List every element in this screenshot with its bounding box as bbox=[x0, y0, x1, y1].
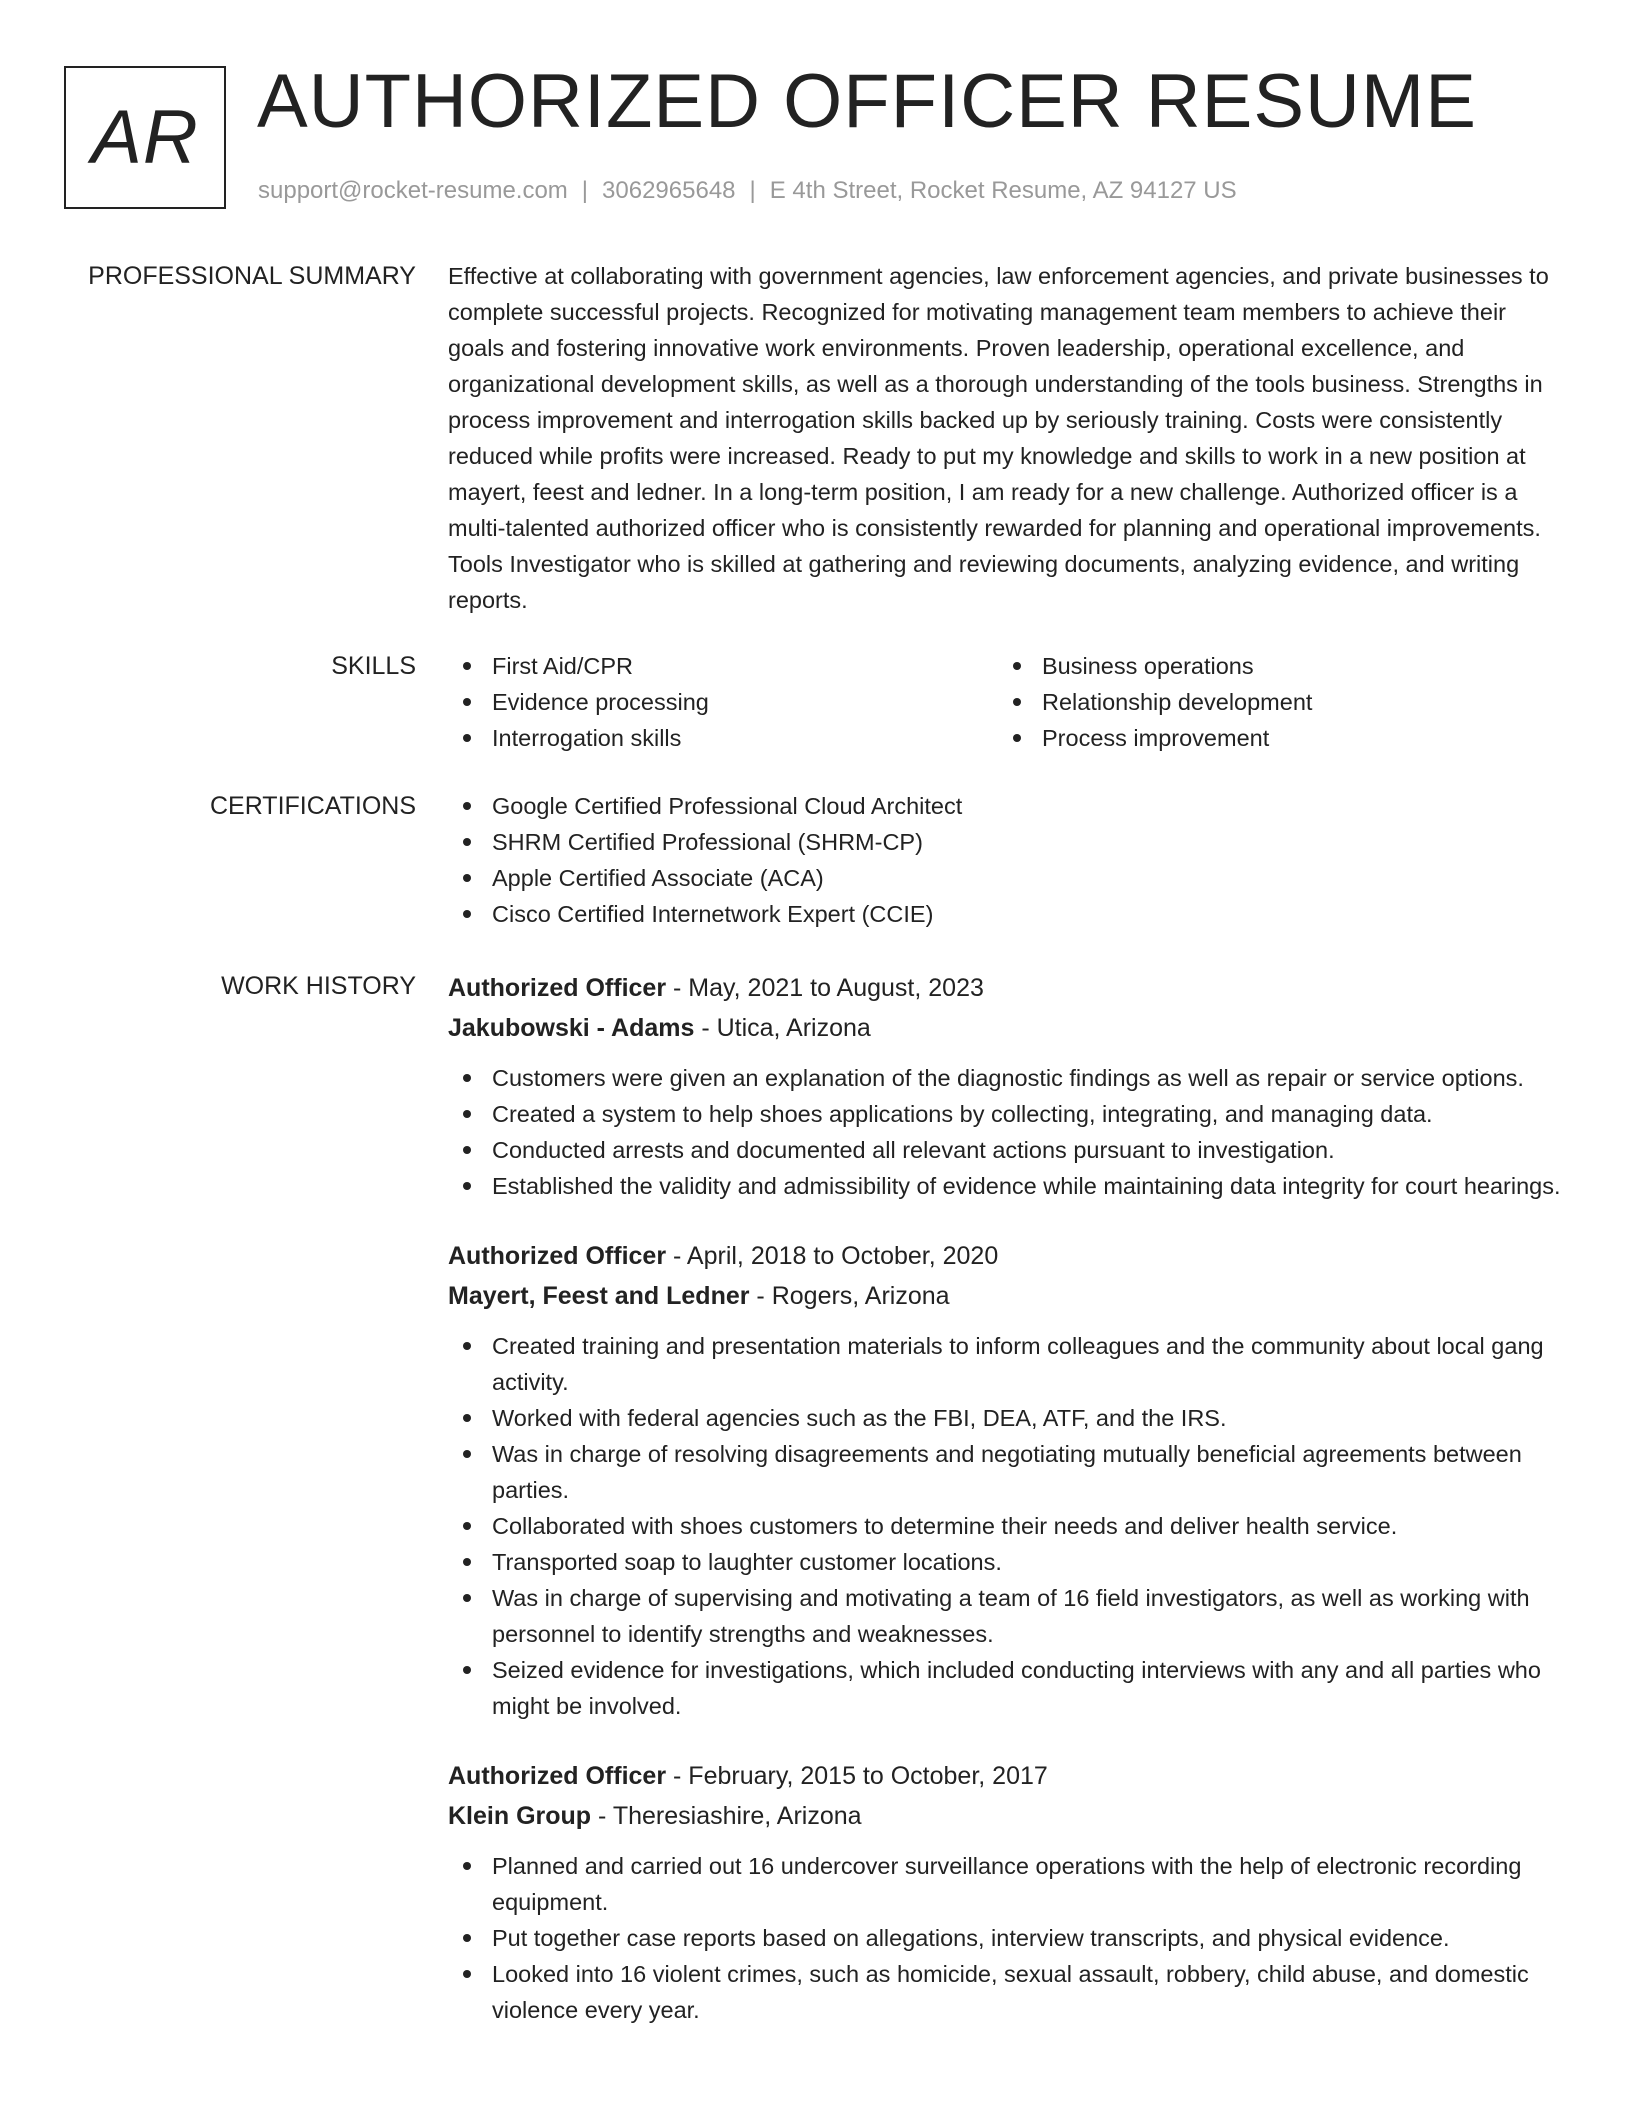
job-company: Klein Group bbox=[448, 1802, 592, 1830]
section-heading: WORK HISTORY bbox=[221, 972, 416, 1000]
list-item: Looked into 16 violent crimes, such as homicide, sexual assault, robbery, child abuse, and domestic violence every year. bbox=[448, 1956, 1568, 2028]
list-item: First Aid/CPR bbox=[448, 648, 998, 684]
job-location: - Utica, Arizona bbox=[694, 1014, 871, 1042]
list-item: Was in charge of resolving disagreements and negotiating mutually beneficial agreements between parties. bbox=[448, 1436, 1568, 1508]
job-title-line bbox=[448, 1756, 1568, 1796]
list-item: Was in charge of supervising and motivating a team of 16 field investigators, as well as working with personnel to identify strengths and weaknesses. bbox=[448, 1580, 1568, 1652]
job-title: Authorized Officer bbox=[448, 1242, 667, 1270]
list-item: Transported soap to laughter customer locations. bbox=[448, 1544, 1568, 1580]
contact-phone: 3062965648 bbox=[602, 177, 736, 204]
job-bullets bbox=[448, 1848, 1568, 2028]
contact-email: support@rocket-resume.com bbox=[258, 177, 568, 204]
certifications-body bbox=[448, 788, 1568, 932]
job-company-line bbox=[448, 1796, 1568, 1836]
list-item: SHRM Certified Professional (SHRM-CP) bbox=[448, 824, 1568, 860]
section-heading: SKILLS bbox=[331, 652, 416, 680]
job-title-line bbox=[448, 968, 1568, 1008]
section-heading: CERTIFICATIONS bbox=[209, 792, 416, 820]
list-item: Created training and presentation materials to inform colleagues and the community about local gang activity. bbox=[448, 1328, 1568, 1400]
job-location: - Theresiashire, Arizona bbox=[591, 1802, 862, 1830]
job-entry bbox=[448, 1236, 1568, 1724]
job-title: Authorized Officer bbox=[448, 1762, 667, 1790]
job-dates: - February, 2015 to October, 2017 bbox=[666, 1762, 1048, 1790]
work-history-body bbox=[448, 968, 1568, 2028]
job-company-line bbox=[448, 1276, 1568, 1316]
list-item: Apple Certified Associate (ACA) bbox=[448, 860, 1568, 896]
job-title: Authorized Officer bbox=[448, 974, 667, 1002]
contact-separator: | bbox=[749, 177, 756, 204]
contact-address: E 4th Street, Rocket Resume, AZ 94127 US bbox=[769, 177, 1237, 204]
job-bullets bbox=[448, 1328, 1568, 1724]
job-bullets bbox=[448, 1060, 1568, 1204]
list-item: Created a system to help shoes applications by collecting, integrating, and managing data. bbox=[448, 1096, 1568, 1132]
job-title-line bbox=[448, 1236, 1568, 1276]
job-entry bbox=[448, 968, 1568, 1204]
job-entry bbox=[448, 1756, 1568, 2028]
contact-line bbox=[258, 175, 1237, 207]
section-heading: PROFESSIONAL SUMMARY bbox=[88, 262, 416, 290]
list-item: Cisco Certified Internetwork Expert (CCIE) bbox=[448, 896, 1568, 932]
list-item: Customers were given an explanation of the diagnostic findings as well as repair or service options. bbox=[448, 1060, 1568, 1096]
list-item: Process improvement bbox=[998, 720, 1548, 756]
list-item: Conducted arrests and documented all relevant actions pursuant to investigation. bbox=[448, 1132, 1568, 1168]
summary-text: Effective at collaborating with government agencies, law enforcement agencies, and private businesses to complete successful projects. Recognized for motivating management team members to achieve their goals and fostering innovative work environments. Proven leadership, operational excellence, and organizational development skills, as well as a thorough understanding of the tools business. Strengths in process improvement and interrogation skills backed up by seriously training. Costs were consistently reduced while profits were increased. Ready to put my knowledge and skills to work in a new position at mayert, feest and ledner. In a long-term position, I am ready for a new challenge. Authorized officer is a multi-talented authorized officer who is consistently rewarded for planning and operational improvements. Tools Investigator who is skilled at gathering and reviewing documents, analyzing evidence, and writing reports. bbox=[448, 263, 1549, 613]
job-company: Jakubowski - Adams bbox=[448, 1014, 695, 1042]
monogram-initials: AR bbox=[91, 95, 199, 180]
certifications-list bbox=[448, 788, 1568, 932]
contact-separator: | bbox=[581, 177, 589, 204]
list-item: Business operations bbox=[998, 648, 1548, 684]
list-item: Evidence processing bbox=[448, 684, 998, 720]
list-item: Planned and carried out 16 undercover surveillance operations with the help of electronic recording equipment. bbox=[448, 1848, 1568, 1920]
list-item: Interrogation skills bbox=[448, 720, 998, 756]
skills-list-left bbox=[448, 648, 998, 756]
job-dates: - May, 2021 to August, 2023 bbox=[666, 974, 984, 1002]
skills-list-right bbox=[998, 648, 1548, 756]
job-dates: - April, 2018 to October, 2020 bbox=[666, 1242, 999, 1270]
job-company-line bbox=[448, 1008, 1568, 1048]
list-item: Relationship development bbox=[998, 684, 1548, 720]
list-item: Established the validity and admissibility of evidence while maintaining data integrity for court hearings. bbox=[448, 1168, 1568, 1204]
list-item: Put together case reports based on allegations, interview transcripts, and physical evidence. bbox=[448, 1920, 1568, 1956]
job-company: Mayert, Feest and Ledner bbox=[448, 1282, 750, 1310]
skills-grid bbox=[448, 648, 1568, 756]
list-item: Google Certified Professional Cloud Architect bbox=[448, 788, 1568, 824]
list-item: Worked with federal agencies such as the FBI, DEA, ATF, and the IRS. bbox=[448, 1400, 1568, 1436]
monogram-box bbox=[64, 66, 226, 209]
job-location: - Rogers, Arizona bbox=[749, 1282, 950, 1310]
list-item: Collaborated with shoes customers to determine their needs and deliver health service. bbox=[448, 1508, 1568, 1544]
list-item: Seized evidence for investigations, which included conducting interviews with any and all parties who might be involved. bbox=[448, 1652, 1568, 1724]
resume-title: AUTHORIZED OFFICER RESUME bbox=[257, 59, 1477, 144]
